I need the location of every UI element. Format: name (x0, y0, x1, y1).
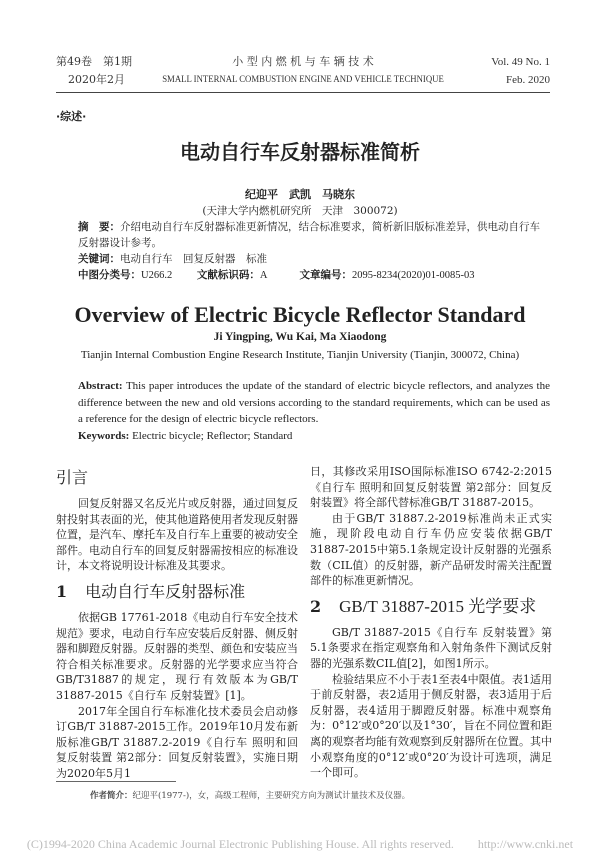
keywords-cn-label: 关键词： (78, 253, 120, 265)
section-2-number: 2 (310, 596, 322, 616)
date-cn: 2020年2月 (68, 73, 125, 86)
affiliation-en: Tianjin Internal Combustion Engine Research Institute, Tianjin University (Tianjin, 300072, China) (80, 349, 520, 361)
column-label: ·综述· (56, 110, 87, 123)
section-2-title: GB/T 31887-2015 光学要求 (339, 596, 537, 616)
article-no-value: 2095-8234(2020)01-0085-03 (351, 270, 475, 281)
section-1-number: 1 (56, 581, 68, 601)
affiliation-cn: (天津大学内燃机研究所 天津 300072) (202, 205, 398, 217)
header-rule (56, 92, 550, 93)
footnote (90, 789, 410, 801)
journal-name (140, 53, 466, 89)
section-1-paragraph: 2017年全国自行车标准化技术委员会启动修订GB/T 31887-2015工作。2019年10月发布新版标准GB/T 31887.2-2019《自行车 照明和回复反射装置 第2部分：回复反射装置》，实施日期为2020年5月1 (56, 704, 298, 780)
abstract-cn-text: 介绍电动自行车反射器标准更新情况，结合标准要求，简析新旧版标准差异，供电动自行车反射器设计参考。 (78, 221, 540, 249)
doc-code-label: 文献标识码： (196, 269, 260, 281)
footnote-text: 纪迎平(1977-)，女，高级工程师，主要研究方向为测试计量技术及仪器。 (132, 791, 411, 801)
footnote-rule (56, 781, 176, 782)
copyright-watermark: (C)1994-2020 China Academic Journal Electronic Publishing House. All rights reserved. http://www.cnki.net (26, 837, 574, 851)
section-1-heading (56, 580, 298, 604)
issue-info-cn (56, 53, 132, 89)
issue-info-en (491, 53, 550, 89)
right-column (310, 464, 552, 781)
journal-name-en: SMALL INTERNAL COMBUSTION ENGINE AND VEHICLE TECHNIQUE (162, 75, 444, 85)
article-no-label: 文章编号： (299, 269, 352, 281)
date-en: Feb. 2020 (506, 74, 550, 86)
clc-value: U266.2 (141, 270, 173, 281)
abstract-cn-label: 摘 要： (78, 221, 120, 233)
left-column (56, 466, 298, 782)
doc-code-value: A (259, 270, 267, 281)
section-1-title: 电动自行车反射器标准 (85, 581, 246, 601)
abstract-en-label: Abstract: (78, 380, 126, 392)
keywords-en-label: Keywords: (78, 429, 133, 442)
keywords-cn-text: 电动自行车 回复反射器 标准 (120, 253, 267, 265)
clc-label: 中图分类号： (78, 269, 141, 281)
abstract-en (78, 378, 550, 444)
footnote-label: 作者简介： (90, 791, 133, 801)
section-1-paragraph-cont: 日，其修改采用ISO国际标准ISO 6742-2:2015《自行车 照明和回复反射装置 第2部分：回复反射装置》将全部代替标准GB/T 31887-2015。 (310, 465, 552, 510)
intro-heading-text: 引言 (56, 468, 89, 487)
volume-cn: 第49卷 第1期 (56, 55, 132, 68)
abstract-cn (78, 219, 550, 284)
authors-en: Ji Yingping, Wu Kai, Ma Xiaodong (213, 331, 387, 343)
section-1-paragraph: 由于GB/T 31887.2-2019标准尚未正式实施，现阶段电动自行车仍应安装依据GB/T 31887-2015中第5.1条规定设计反射器的光强系数（CIL值）的反射器，新产品研发时需关注配置部件的标准更新情况。 (310, 511, 552, 588)
section-2-paragraph: GB/T 31887-2015《自行车 反射装置》第5.1条要求在指定观察角和入射角条件下测试反射器的光强系数CIL值[2]，如图1所示。 (310, 625, 552, 670)
volume-en: Vol. 49 No. 1 (491, 56, 550, 68)
intro-heading (56, 466, 298, 490)
keywords-en-text: Electric bicycle; Reflector; Standard (132, 429, 293, 442)
abstract-en-text: This paper introduces the update of the standard of electric bicycle reflectors, and analyzes the difference between the new and old versions according to the standard requirements, which can be used as a reference for the design of electric bicycle reflectors. (78, 380, 550, 425)
authors-cn: 纪迎平 武凯 马晓东 (245, 188, 355, 201)
journal-name-cn: 小 型 内 燃 机 与 车 辆 技 术 (232, 55, 374, 68)
section-1-paragraph: 依据GB 17761-2018《电动自行车安全技术规范》要求，电动自行车应安装后反射器、侧反射器和脚蹬反射器。反射器的类型、颜色和安装应当符合相关标准要求。反射器的光学要求应当符合GB/T31887的规定，现行有效版本为GB/T 31887-2015《自行车 反射装置》[1]。 (56, 610, 298, 702)
section-2-paragraph: 检验结果应不小于表1至表4中限值。表1适用于前反射器，表2适用于侧反射器，表3适用于后反射器，表4适用于脚蹬反射器。标准中观察角为：0°12′或0°20′以及1°30′，旨在不同位置和距离的观察者均能有效观察到反射器所在位置。其中小观察角度的0°12′或0°20′为设计可选项，满足一个即可。 (310, 672, 552, 780)
intro-paragraph: 回复反射器又名反光片或反射器，通过回复反射投射其表面的光，使其他道路使用者发现反射器位置，是汽车、摩托车及自行车上重要的被动安全部件。电动自行车的回复反射器需按相应的标准设计，本文将说明设计标准及其要求。 (56, 497, 298, 573)
section-2-heading (310, 595, 552, 619)
title-en: Overview of Electric Bicycle Reflector Standard (74, 302, 526, 327)
title-cn: 电动自行车反射器标准简析 (180, 140, 420, 164)
